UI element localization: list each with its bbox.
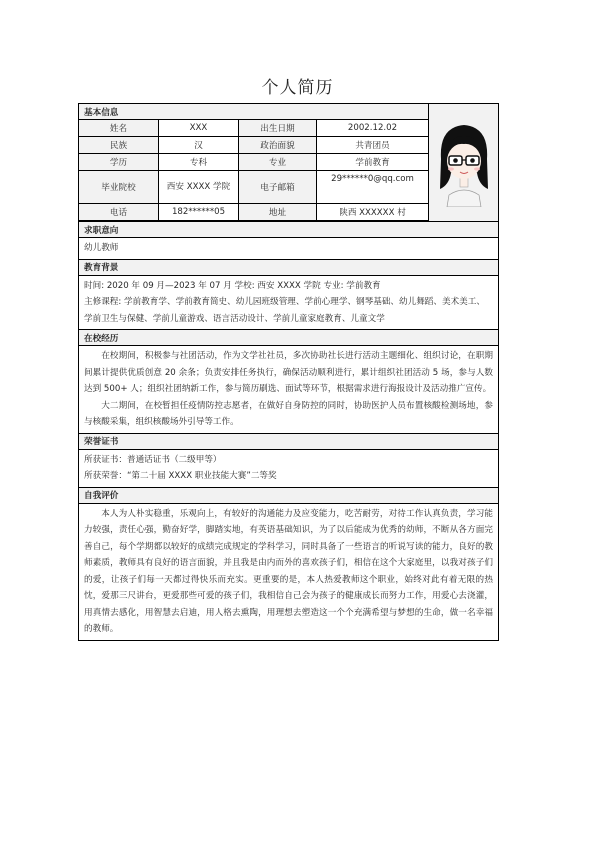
value-birthdate: 2002.12.02	[317, 120, 429, 137]
self-evaluation-content	[79, 503, 499, 640]
label-ethnicity: 民族	[79, 137, 159, 154]
campus-content	[79, 346, 499, 434]
value-political-status: 共青团员	[317, 137, 429, 154]
value-address: 陕西 XXXXXX 村	[317, 204, 429, 221]
education-content	[79, 275, 499, 330]
section-title: 求职意向	[79, 222, 499, 238]
honors-line: 所获证书：普通话证书（二级甲等）	[84, 454, 222, 465]
table-row	[79, 238, 499, 260]
table-row	[79, 346, 499, 434]
label-political-status: 政治面貌	[239, 137, 317, 154]
education-line: 时间: 2020 年 09 月—2023 年 07 月 学校: 西安 XXXX 学院 专业: 学前教育	[84, 280, 381, 291]
table-row	[79, 503, 499, 640]
page-title: 个人简历	[261, 78, 334, 98]
honors-content	[79, 449, 499, 487]
section-header-honors	[79, 433, 499, 449]
value-degree: 专科	[159, 154, 239, 171]
label-phone: 电话	[79, 204, 159, 221]
value-email: 29******0@qq.com	[317, 171, 429, 204]
section-title: 在校经历	[79, 330, 499, 346]
section-header-self	[79, 487, 499, 503]
label-major: 专业	[239, 154, 317, 171]
job-intent-value: 幼儿教师	[79, 238, 499, 260]
cartoon-girl-avatar-icon	[431, 115, 497, 207]
label-degree: 学历	[79, 154, 159, 171]
self-evaluation-paragraph: 本人为人朴实稳重，乐观向上，有较好的沟通能力及应变能力，吃苦耐劳，对待工作认真负责，学习能力较强，责任心强，勤奋好学，脚踏实地，有英语基础知识，为了以后能成为优秀的幼师，不断从各方面完善自己，每个学期都以较好的成绩完成规定的学科学习，同时具备了一些语言的听说写读的能力，良好的教师素质，教师具有良好的语言面貌，并且我是由内而外的喜欢孩子们，相信在这个大家庭里，以我对孩子们的爱，让孩子们每一天都过得快乐而充实。更重要的是，本人热爱教师这个职业，始终对此有着无限的热忱，爱那三尺讲台，更爱那些可爱的孩子们，我相信自己会为孩子的健康成长而努力工作，用爱心去浇灌，用真情去感化，用智慧去启迪，用人格去熏陶，用理想去塑造这一个个充满希望与梦想的生命，做一名幸福的教师。	[84, 508, 494, 634]
education-courses: 主修课程: 学前教育学、学前教育简史、幼儿园班级管理、学前心理学、钢琴基础、幼儿舞蹈、美术美工、学前卫生与保健、学前儿童游戏、语言活动设计、学前儿童家庭教育、儿童文学	[84, 297, 485, 324]
section-title: 荣誉证书	[79, 433, 499, 449]
section-header-campus	[79, 330, 499, 346]
campus-paragraph: 在校期间，积极参与社团活动，作为文学社社员，多次协助社长进行活动主题细化、组织讨论，在职期间累计提供优质创意 20 余条；负责安排任务执行，确保活动顺利进行，累计组织社团活动 5 场，参与人数达到 500+ 人；组织社团纳新工作，参与简历刷选、面试等环节，根据需求进行海报设计及活动推广宣传。	[84, 351, 494, 394]
value-phone: 182******05	[159, 204, 239, 221]
section-title: 基本信息	[79, 104, 429, 120]
value-school: 西安 XXXX 学院	[159, 171, 239, 204]
table-row	[79, 275, 499, 330]
section-header-intent	[79, 222, 499, 238]
label-name: 姓名	[79, 120, 159, 137]
label-birthdate: 出生日期	[239, 120, 317, 137]
section-header-basic	[79, 104, 499, 120]
honors-line: 所获荣誉：“第二十届 XXXX 职业技能大赛”二等奖	[84, 471, 277, 481]
section-title: 教育背景	[79, 259, 499, 275]
campus-paragraph: 大二期间，在校暂担任疫情防控志愿者，在做好自身防控的同时，协助医护人员布置核酸检测场地，参与核酸采集，组织核酸场外引导等工作。	[84, 400, 494, 427]
section-title: 自我评价	[79, 487, 499, 503]
label-school: 毕业院校	[79, 171, 159, 204]
resume-table	[78, 103, 499, 641]
table-row	[79, 449, 499, 487]
value-ethnicity: 汉	[159, 137, 239, 154]
value-name: XXX	[159, 120, 239, 137]
label-email: 电子邮箱	[239, 171, 317, 204]
section-header-education	[79, 259, 499, 275]
label-address: 地址	[239, 204, 317, 221]
avatar	[429, 104, 499, 222]
value-major: 学前教育	[317, 154, 429, 171]
